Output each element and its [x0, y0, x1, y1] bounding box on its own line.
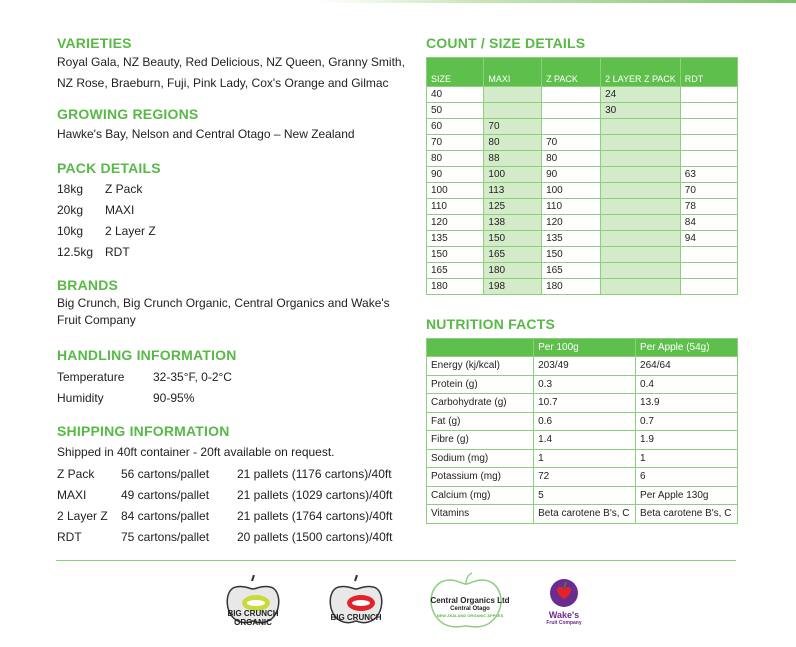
count-cell: 90 — [542, 167, 601, 183]
table-row — [427, 263, 738, 279]
count-header-cell: RDT — [680, 58, 737, 87]
count-cell: 88 — [484, 151, 542, 167]
count-cell: 138 — [484, 215, 542, 231]
handling-label: Humidity — [57, 391, 104, 405]
count-cell: 30 — [601, 103, 681, 119]
brands-line-2: Fruit Company — [57, 313, 136, 327]
nutrition-cell: Vitamins — [427, 505, 534, 524]
table-row — [427, 375, 738, 394]
nutrition-cell: 1 — [534, 449, 636, 468]
count-cell: 80 — [484, 135, 542, 151]
nutrition-cell: 0.4 — [636, 375, 738, 394]
pack-weight: 10kg — [57, 224, 84, 238]
count-cell: 94 — [680, 231, 737, 247]
nutrition-header-cell: Per Apple (54g) — [636, 339, 738, 357]
shipping-cartons: 75 cartons/pallet — [121, 530, 210, 544]
nutrition-cell: Sodium (mg) — [427, 449, 534, 468]
nutrition-cell: Fibre (g) — [427, 431, 534, 450]
table-row — [427, 167, 738, 183]
count-cell: 135 — [427, 231, 484, 247]
nutrition-cell: Calcium (mg) — [427, 486, 534, 505]
big-crunch-logo — [325, 575, 387, 632]
big-crunch-organic-text-1: BIG CRUNCH — [227, 609, 279, 618]
count-cell: 150 — [542, 247, 601, 263]
table-row — [427, 486, 738, 505]
table-row — [427, 468, 738, 487]
count-size-heading: COUNT / SIZE DETAILS — [426, 35, 586, 51]
count-cell: 63 — [680, 167, 737, 183]
count-cell: 24 — [601, 87, 681, 103]
count-header-cell: Z PACK — [542, 58, 601, 87]
varieties-line-1: Royal Gala, NZ Beauty, Red Delicious, NZ Queen, Granny Smith, — [57, 55, 405, 69]
nutrition-cell: 264/64 — [636, 357, 738, 376]
table-row — [427, 449, 738, 468]
pack-name: 2 Layer Z — [105, 224, 156, 238]
shipping-heading: SHIPPING INFORMATION — [57, 423, 230, 439]
table-row — [427, 279, 738, 295]
count-cell — [484, 103, 542, 119]
nutrition-cell: 0.6 — [534, 412, 636, 431]
count-cell: 50 — [427, 103, 484, 119]
shipping-pallets: 20 pallets (1500 cartons)/40ft — [237, 530, 393, 544]
count-cell — [601, 199, 681, 215]
nutrition-cell: 6 — [636, 468, 738, 487]
count-cell: 120 — [427, 215, 484, 231]
table-row — [427, 119, 738, 135]
count-cell: 70 — [484, 119, 542, 135]
count-cell — [680, 119, 737, 135]
count-cell: 113 — [484, 183, 542, 199]
shipping-cartons: 84 cartons/pallet — [121, 509, 210, 523]
table-row — [427, 357, 738, 376]
count-cell: 90 — [427, 167, 484, 183]
nutrition-cell: 1 — [636, 449, 738, 468]
footer-divider — [56, 560, 736, 561]
table-row — [427, 231, 738, 247]
handling-value: 32-35°F, 0-2°C — [153, 370, 232, 384]
nutrition-cell: 203/49 — [534, 357, 636, 376]
count-cell: 165 — [542, 263, 601, 279]
count-cell — [601, 183, 681, 199]
nutrition-cell: 1.9 — [636, 431, 738, 450]
nutrition-cell: Potassium (mg) — [427, 468, 534, 487]
count-cell: 150 — [427, 247, 484, 263]
count-cell: 120 — [542, 215, 601, 231]
brands-line-1: Big Crunch, Big Crunch Organic, Central Organics and Wake's — [57, 296, 390, 310]
nutrition-cell: Energy (kj/kcal) — [427, 357, 534, 376]
count-cell — [680, 151, 737, 167]
varieties-text — [57, 52, 405, 94]
count-cell: 165 — [484, 247, 542, 263]
count-cell — [601, 279, 681, 295]
shipping-pack: Z Pack — [57, 467, 95, 481]
count-cell: 70 — [542, 135, 601, 151]
table-row — [427, 103, 738, 119]
pack-weight: 12.5kg — [57, 245, 94, 259]
shipping-intro: Shipped in 40ft container - 20ft available on request. — [57, 445, 335, 459]
count-cell — [601, 135, 681, 151]
shipping-cartons: 49 cartons/pallet — [121, 488, 210, 502]
nutrition-cell: 13.9 — [636, 394, 738, 413]
count-cell — [601, 263, 681, 279]
nutrition-cell: 1.4 — [534, 431, 636, 450]
count-cell: 84 — [680, 215, 737, 231]
count-cell — [601, 215, 681, 231]
handling-value: 90-95% — [153, 391, 195, 405]
nutrition-heading: NUTRITION FACTS — [426, 316, 555, 332]
nutrition-cell: Fat (g) — [427, 412, 534, 431]
central-organics-text-1: Central Organics Ltd — [430, 596, 510, 605]
table-row — [427, 431, 738, 450]
count-cell: 150 — [484, 231, 542, 247]
count-size-table — [426, 57, 738, 295]
count-cell — [680, 103, 737, 119]
count-cell: 110 — [542, 199, 601, 215]
shipping-pallets: 21 pallets (1176 cartons)/40ft — [237, 467, 392, 481]
count-cell — [680, 135, 737, 151]
count-cell — [542, 87, 601, 103]
wakes-text-2: Fruit Company — [546, 620, 582, 626]
count-cell: 100 — [484, 167, 542, 183]
count-cell: 80 — [427, 151, 484, 167]
count-cell — [680, 263, 737, 279]
nutrition-cell: Per Apple 130g — [636, 486, 738, 505]
big-crunch-organic-text-2: ORGANIC — [234, 618, 272, 627]
central-organics-text-3: NEW ZEALAND ORGANIC APPLES — [436, 613, 504, 618]
nutrition-cell: 0.7 — [636, 412, 738, 431]
count-cell: 180 — [427, 279, 484, 295]
count-cell: 180 — [542, 279, 601, 295]
wakes-logo — [540, 578, 588, 626]
count-cell — [680, 87, 737, 103]
count-header-cell: SIZE — [427, 58, 484, 87]
nutrition-header-cell: Per 100g — [534, 339, 636, 357]
count-cell — [680, 247, 737, 263]
count-header-cell: MAXI — [484, 58, 542, 87]
count-cell — [542, 103, 601, 119]
count-cell: 198 — [484, 279, 542, 295]
count-cell — [601, 247, 681, 263]
handling-label: Temperature — [57, 370, 125, 384]
count-cell — [680, 279, 737, 295]
shipping-pack: 2 Layer Z — [57, 509, 108, 523]
count-cell — [601, 231, 681, 247]
count-cell: 40 — [427, 87, 484, 103]
nutrition-header-cell — [427, 339, 534, 357]
table-row — [427, 199, 738, 215]
table-row — [427, 394, 738, 413]
shipping-pack: RDT — [57, 530, 82, 544]
nutrition-cell: Beta carotene B's, C — [534, 505, 636, 524]
table-row — [427, 505, 738, 524]
count-cell: 78 — [680, 199, 737, 215]
pack-weight: 18kg — [57, 182, 84, 196]
nutrition-cell: 72 — [534, 468, 636, 487]
wakes-text-1: Wake's — [548, 610, 580, 620]
nutrition-cell: Carbohydrate (g) — [427, 394, 534, 413]
table-row — [427, 247, 738, 263]
count-cell: 165 — [427, 263, 484, 279]
count-cell: 125 — [484, 199, 542, 215]
table-row — [427, 151, 738, 167]
count-cell: 135 — [542, 231, 601, 247]
brands-text — [57, 295, 390, 329]
table-row — [427, 87, 738, 103]
nutrition-cell: 0.3 — [534, 375, 636, 394]
handling-heading: HANDLING INFORMATION — [57, 347, 237, 363]
table-row — [427, 183, 738, 199]
nutrition-cell: 5 — [534, 486, 636, 505]
pack-details-heading: PACK DETAILS — [57, 160, 161, 176]
count-cell: 180 — [484, 263, 542, 279]
shipping-pack: MAXI — [57, 488, 87, 502]
count-cell: 100 — [427, 183, 484, 199]
nutrition-cell: Beta carotene B's, C — [636, 505, 738, 524]
varieties-line-2: NZ Rose, Braeburn, Fuji, Pink Lady, Cox's Orange and Gilmac — [57, 76, 389, 90]
table-row — [427, 215, 738, 231]
count-cell — [601, 151, 681, 167]
pack-name: RDT — [105, 245, 130, 259]
shipping-cartons: 56 cartons/pallet — [121, 467, 210, 481]
central-organics-text-2: Central Otago — [450, 606, 490, 612]
varieties-heading: VARIETIES — [57, 35, 132, 51]
count-header-cell: 2 LAYER Z PACK — [601, 58, 681, 87]
count-cell: 70 — [427, 135, 484, 151]
count-cell — [601, 119, 681, 135]
central-organics-logo — [420, 572, 520, 635]
brands-heading: BRANDS — [57, 277, 119, 293]
count-cell — [484, 87, 542, 103]
pack-weight: 20kg — [57, 203, 84, 217]
nutrition-cell: Protein (g) — [427, 375, 534, 394]
count-cell — [601, 167, 681, 183]
nutrition-table — [426, 338, 738, 524]
count-cell: 110 — [427, 199, 484, 215]
table-row — [427, 412, 738, 431]
table-row — [427, 135, 738, 151]
count-cell: 60 — [427, 119, 484, 135]
growing-regions-text: Hawke's Bay, Nelson and Central Otago – New Zealand — [57, 127, 355, 141]
nutrition-cell: 10.7 — [534, 394, 636, 413]
pack-name: Z Pack — [105, 182, 143, 196]
top-accent-bar — [0, 0, 796, 3]
wakes-apple-icon — [540, 578, 588, 608]
big-crunch-organic-logo — [222, 575, 284, 632]
count-cell: 100 — [542, 183, 601, 199]
big-crunch-text: BIG CRUNCH — [330, 613, 382, 622]
growing-regions-heading: GROWING REGIONS — [57, 106, 199, 122]
count-cell — [542, 119, 601, 135]
pack-name: MAXI — [105, 203, 135, 217]
shipping-pallets: 21 pallets (1029 cartons)/40ft — [237, 488, 393, 502]
count-cell: 70 — [680, 183, 737, 199]
count-cell: 80 — [542, 151, 601, 167]
shipping-pallets: 21 pallets (1764 cartons)/40ft — [237, 509, 393, 523]
